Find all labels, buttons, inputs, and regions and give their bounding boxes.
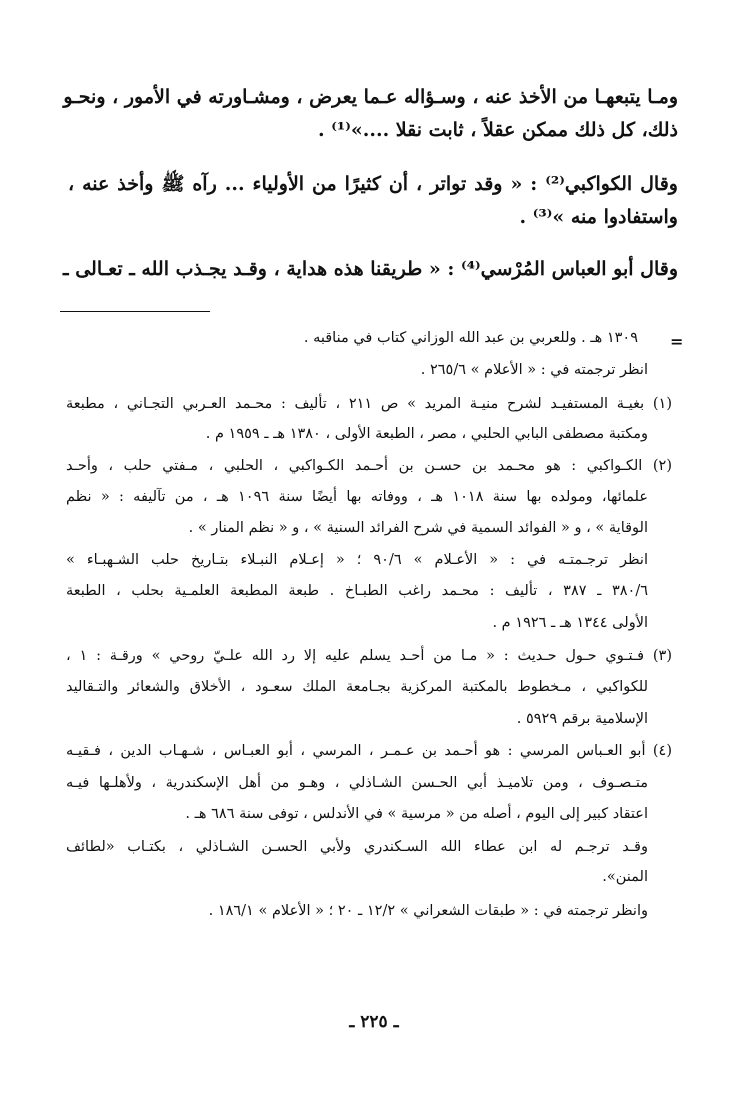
footnote-line: علمائها، ومولده بها سنة ١٠١٨ هـ ، ووفاته بها أيضًا سنة ١٠٩٦ هـ ، من تآليفه : « نظم — [66, 489, 648, 505]
footnote-line: (٣) فـتـوي حـول حـديث : « مـا من أحـد يسلم عليه إلا رد الله علـيّ روحي » ورقـة : ١ ، — [66, 648, 672, 664]
footnote-line: للكواكبي ، مـخطوط بالمكتبة المركزية بجـامعة الملك سعـود ، الأخلاق والشعائر والتـقاليد — [66, 679, 648, 695]
footnote-separator — [60, 311, 210, 312]
footnote-line: ومكتبة مصطفى البابي الحلبي ، مصر ، الطبعة الأولى ، ١٣٨٠ هـ ـ ١٩٥٩ م . — [205, 426, 648, 442]
footnote-line: (١) بغيـة المستفيـد لشرح منيـة المريد » ص ٢١١ ، تأليف : محـمد العـربي التجـاني ، مطبعة — [66, 396, 672, 412]
footnote-line: المنن». — [602, 869, 648, 885]
footnote-line: الإسلامية برقم ٥٩٢٩ . — [516, 711, 648, 727]
footnote-line: وقـد ترجـم له ابن عطاء الله السـكندري ولأبي الحسـن الشـاذلي ، بكتـاب «لطائف — [66, 839, 648, 855]
footnote-continuation-marker: = — [670, 332, 684, 351]
main-text-line: ذلك، كل ذلك ممكن عقلاً ، ثابت نقلا ....»⁽¹⁾ . — [317, 119, 678, 141]
footnote-line: انظر ترجـمتـه في : « الأعـلام » ٩٠/٦ ؛ « إعـلام النبـلاء بتـاريخ حلب الشـهبـاء » — [66, 552, 648, 568]
main-text-line: وقال أبو العباس المُرْسي⁽⁴⁾ : « طريقنا هذه هداية ، وقـد يجـذب الله ـ تعـالى ـ — [63, 258, 678, 280]
footnote-line: انظر ترجمته في : « الأعلام » ٢٦٥/٦ . — [420, 362, 648, 378]
page-number: ـ ٢٢٥ ـ — [349, 1012, 399, 1032]
footnote-line: الوقاية » ، و « الفوائد السمية في شرح الفرائد السنية » ، و « نظم المنار » . — [188, 520, 648, 536]
footnote-line: متـصـوف ، ومن تلاميـذ أبي الحـسن الشـاذلي ، وهـو من أهل الإسكندرية ، ولأهلـها فيـه — [66, 775, 648, 791]
footnote-line: وانظر ترجمته في : « طبقات الشعراني » ١٢/٢ ـ ٢٠ ؛ « الأعلام » ١٨٦/١ . — [208, 903, 648, 919]
footnote-line: (٢) الكـواكبي : هو محـمد بن حسـن بن أحـمد الكـواكبي ، الحلبي ، مـفتي حلب ، وأحـد — [66, 458, 672, 474]
main-text-line: ومـا يتبعهـا من الأخذ عنه ، وسـؤاله عـما يعرض ، ومشـاورته في الأمور ، ونحـو — [63, 86, 678, 108]
footnote-line: (٤) أبو العـباس المرسي : هو أحـمد بن عـمـر ، المرسي ، أبو العبـاس ، شـهـاب الدين ، فـقيـه — [66, 743, 672, 759]
footnote-line: اعتقاد كبير إلى اليوم ، أصله من « مرسية » في الأندلس ، توفى سنة ٦٨٦ هـ . — [185, 806, 648, 822]
footnote-line: الأولى ١٣٤٤ هـ ـ ١٩٢٦ م . — [492, 615, 648, 631]
footnote-line: ٣٨٠/٦ ـ ٣٨٧ ، تأليف : محـمد راغب الطبـاخ . طبعة المطبعة العلمـية بحلب ، الطبعة — [66, 583, 648, 599]
footnote-line: ١٣٠٩ هـ . وللعربي بن عبد الله الوزاني كتاب في مناقبه . — [303, 330, 638, 346]
main-text-line: واستفادوا منه »⁽³⁾ . — [519, 206, 678, 228]
main-text-line: وقال الكواكبي⁽²⁾ : « وقد تواتر ، أن كثيرًا من الأولياء ... رآه ﷺ وأخذ عنه ، — [68, 173, 678, 195]
